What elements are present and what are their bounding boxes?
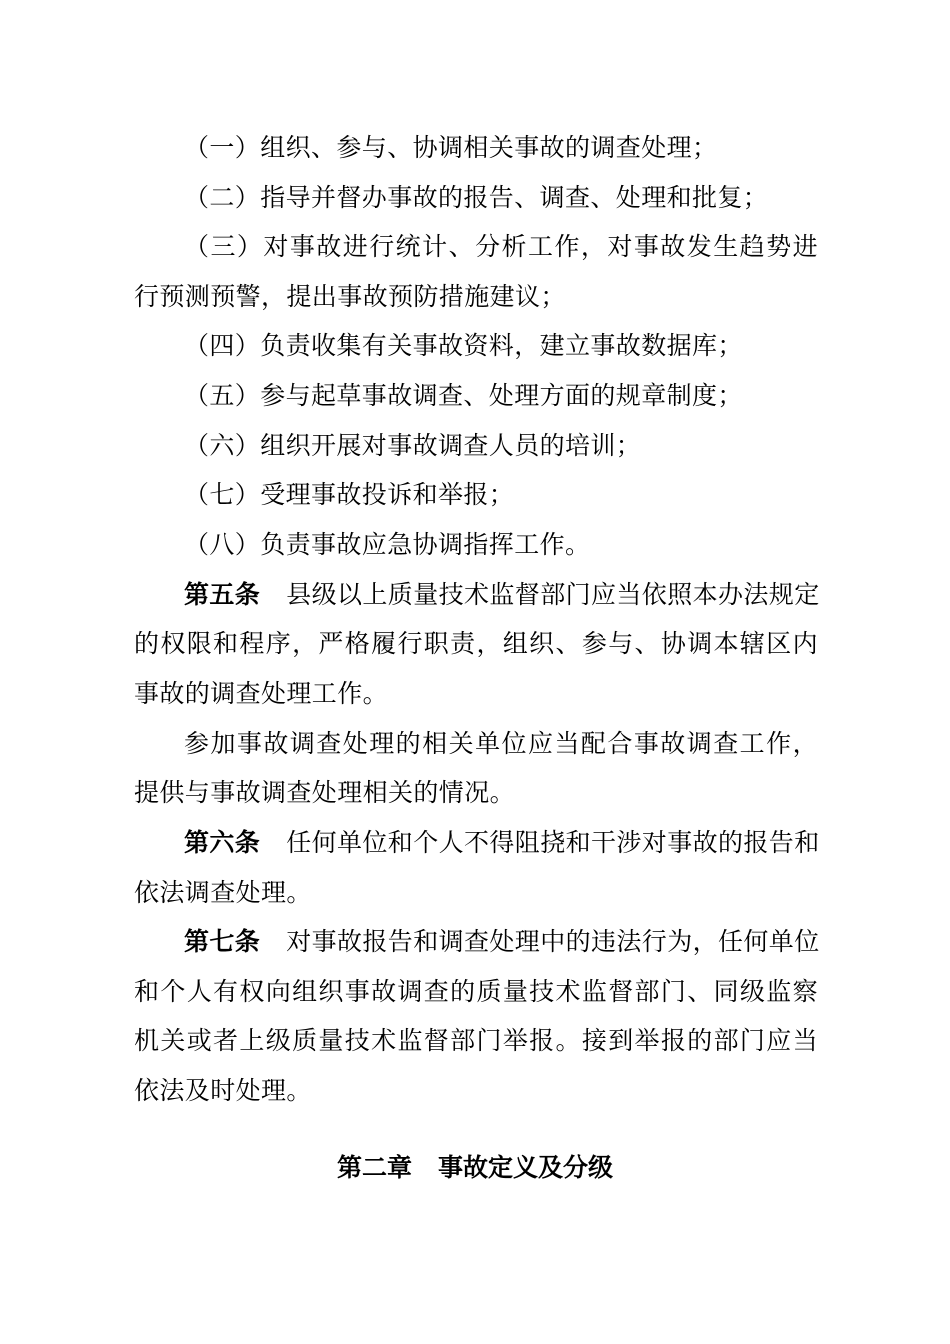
article-5-line-1 xyxy=(184,578,818,612)
article-7-line-4: 依法及时处理。 xyxy=(134,1076,312,1105)
list-item-7: （七）受理事故投诉和举报； xyxy=(184,480,515,509)
chapter-number: 第二章 xyxy=(336,1153,412,1182)
article-7-line-1 xyxy=(184,925,818,959)
article-5-heading: 第五条 xyxy=(184,580,261,609)
article-7-text-1: 对事故报告和调查处理中的违法行为，任何单位 xyxy=(286,927,820,956)
article-5-line-2: 的权限和程序，严格履行职责，组织、参与、协调本辖区内 xyxy=(134,629,818,658)
article-5-text-1: 县级以上质量技术监督部门应当依照本办法规定 xyxy=(286,580,820,609)
list-item-4: （四）负责收集有关事故资料，建立事故数据库； xyxy=(184,331,743,360)
article-5-paragraph-2-line-1: 参加事故调查处理的相关单位应当配合事故调查工作， xyxy=(184,729,818,758)
list-item-1: （一）组织、参与、协调相关事故的调查处理； xyxy=(184,133,718,162)
article-6-line-2: 依法调查处理。 xyxy=(134,878,312,907)
list-item-6: （六）组织开展对事故调查人员的培训； xyxy=(184,431,642,460)
list-item-2: （二）指导并督办事故的报告、调查、处理和批复； xyxy=(184,183,769,212)
article-7-line-3: 机关或者上级质量技术监督部门举报。接到举报的部门应当 xyxy=(134,1026,818,1055)
article-6-line-1 xyxy=(184,826,818,860)
article-6-text-1: 任何单位和个人不得阻挠和干涉对事故的报告和 xyxy=(286,828,820,857)
article-5-line-3: 事故的调查处理工作。 xyxy=(134,679,389,708)
article-5-paragraph-2-line-2: 提供与事故调查处理相关的情况。 xyxy=(134,778,516,807)
list-item-5: （五）参与起草事故调查、处理方面的规章制度； xyxy=(184,381,743,410)
article-7-line-2: 和个人有权向组织事故调查的质量技术监督部门、同级监察 xyxy=(134,977,818,1006)
list-item-3-line-1: （三）对事故进行统计、分析工作，对事故发生趋势进 xyxy=(184,232,818,261)
list-item-3-line-2: 行预测预警，提出事故预防措施建议； xyxy=(134,282,566,311)
article-7-heading: 第七条 xyxy=(184,927,261,956)
chapter-heading xyxy=(0,1151,950,1185)
list-item-8: （八）负责事故应急协调指挥工作。 xyxy=(184,530,591,559)
article-6-heading: 第六条 xyxy=(184,828,261,857)
chapter-title: 事故定义及分级 xyxy=(438,1153,614,1182)
